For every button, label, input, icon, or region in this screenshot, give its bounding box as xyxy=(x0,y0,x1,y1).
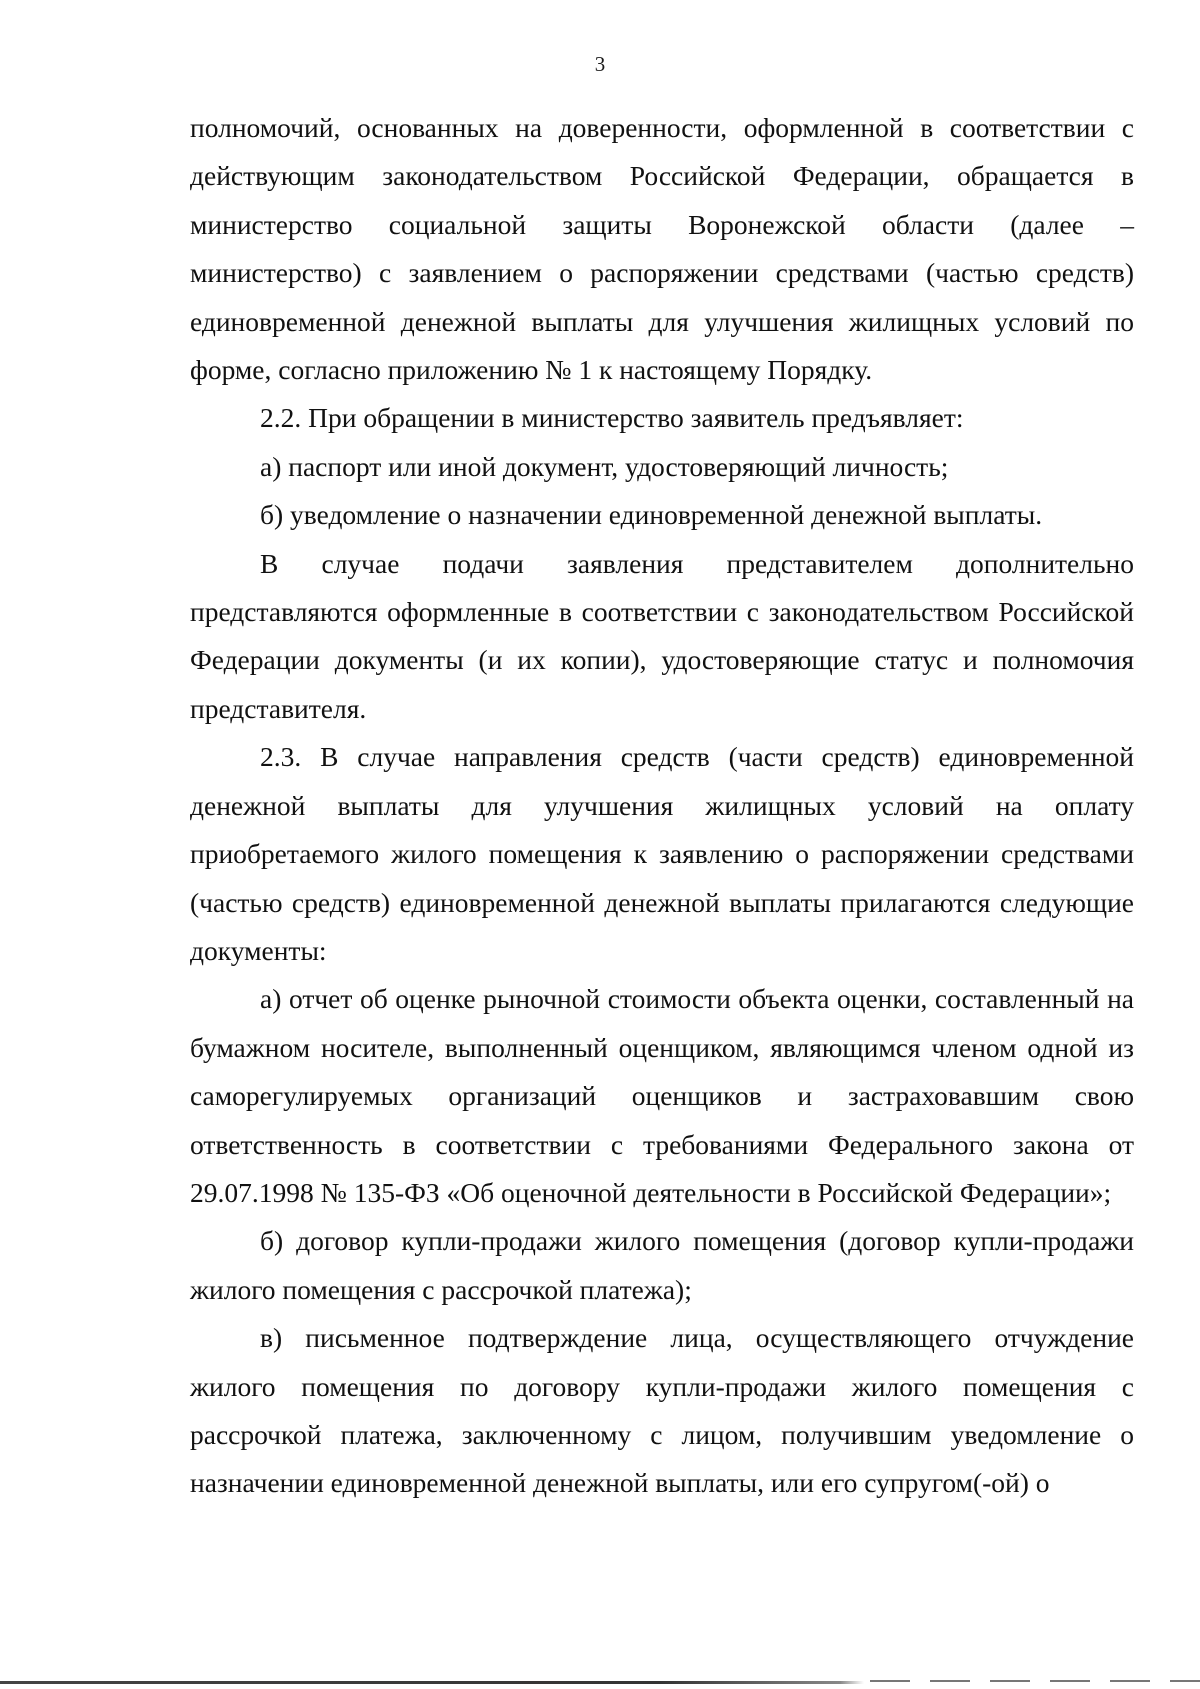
scan-edge-dashes xyxy=(870,1680,1200,1682)
paragraph-clause-2-2: 2.2. При обращении в министерство заявитель предъявляет: xyxy=(260,402,964,434)
paragraph-clause-2-2-representative: В случае подачи заявления представителем дополнительно представляются оформленные в соответствии с законодательством Российской Федерации документы (и их копии), удостоверяющие статус и полномочия представителя. xyxy=(190,547,1134,724)
paragraph-intro-continued: полномочий, основанных на доверенности, оформленной в соответствии с действующим законодательством Российской Федерации, обращается в министерство социальной защиты Воронежской области (далее – министерство) с заявлением о распоряжении средствами (частью средств) единовременной денежной выплаты для улучшения жилищных условий по форме, согласно приложению № 1 к настоящему Порядку. xyxy=(190,112,1134,386)
page-number: 3 xyxy=(594,52,606,76)
paragraph-clause-2-3-v: в) письменное подтверждение лица, осуществляющего отчуждение жилого помещения по договору купли-продажи жилого помещения с рассрочкой платежа, заключенному с лицом, получившим уведомление о назначении единовременной денежной выплаты, или его супругом(-ой) о xyxy=(190,1322,1134,1499)
paragraph-clause-2-3: 2.3. В случае направления средств (части средств) единовременной денежной выплаты для улучшения жилищных условий на оплату приобретаемого жилого помещения к заявлению о распоряжении средствами (частью средств) единовременной денежной выплаты прилагаются следующие документы: xyxy=(190,741,1134,966)
paragraph-clause-2-2-a: а) паспорт или иной документ, удостоверяющий личность; xyxy=(260,450,949,482)
paragraph-clause-2-3-b: б) договор купли-продажи жилого помещения (договор купли-продажи жилого помещения с рассрочкой платежа); xyxy=(190,1225,1134,1305)
paragraph-clause-2-3-a: а) отчет об оценке рыночной стоимости объекта оценки, составленный на бумажном носителе, выполненный оценщиком, являющимся членом одной из саморегулируемых организаций оценщиков и застраховавшим свою ответственность в соответствии с требованиями Федерального закона от 29.07.1998 № 135-ФЗ «Об оценочной деятельности в Российской Федерации»; xyxy=(190,983,1134,1208)
document-body xyxy=(190,104,1134,1508)
paragraph-clause-2-2-b: б) уведомление о назначении единовременной денежной выплаты. xyxy=(260,499,1043,531)
